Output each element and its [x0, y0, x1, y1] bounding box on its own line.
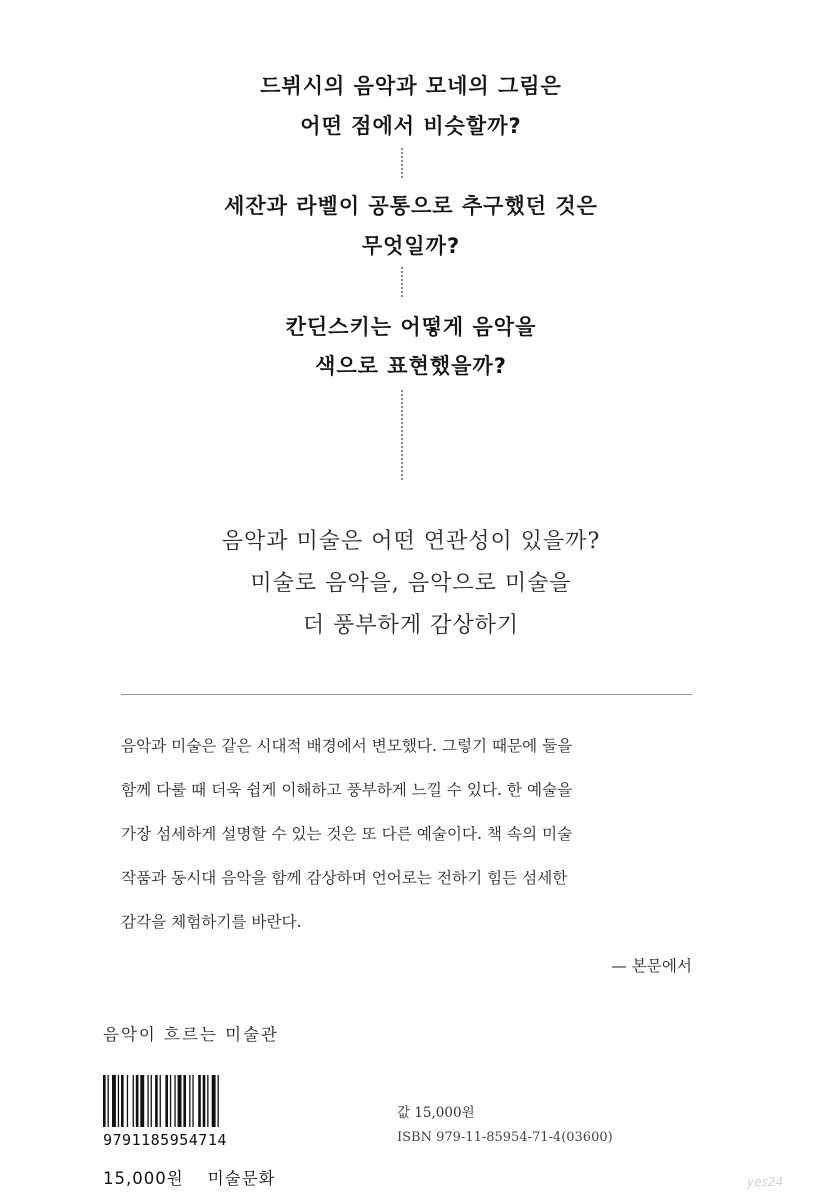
- question-3-line-1: 칸딘스키는 어떻게 음악을: [285, 315, 537, 339]
- subtitle-line-1: 음악과 미술은 어떤 연관성이 있을까?: [221, 529, 601, 554]
- excerpt-line-4: 작품과 동시대 음악을 함께 감상하며 언어로는 전하기 힘든 섬세한: [121, 869, 568, 887]
- dotted-divider-long: [401, 390, 403, 480]
- isbn-label: ISBN 979-11-85954-71-4(03600): [397, 1130, 613, 1145]
- excerpt-line-1: 음악과 미술은 같은 시대적 배경에서 변모했다. 그렇기 때문에 둘을: [121, 737, 573, 755]
- dotted-divider: [401, 267, 403, 297]
- publisher-name: 미술문화: [207, 1169, 276, 1188]
- question-3-line-2: 색으로 표현했을까?: [315, 354, 507, 378]
- question-2-line-2: 무엇일까?: [361, 234, 461, 258]
- subtitle-line-3: 더 풍부하게 감상하기: [302, 613, 520, 638]
- question-1-line-1: 드뷔시의 음악과 모네의 그림은: [260, 74, 562, 98]
- bottom-info: [103, 1165, 275, 1189]
- barcode-number: 9791185954714: [103, 1131, 227, 1149]
- watermark-text: yes24: [747, 1175, 784, 1189]
- price-label: 값 15,000원: [397, 1105, 475, 1121]
- horizontal-rule: [121, 694, 692, 695]
- excerpt-line-5: 감각을 체험하기를 바란다.: [121, 913, 302, 931]
- barcode-icon: [103, 1075, 271, 1127]
- question-2-line-1: 세잔과 라벨이 공통으로 추구했던 것은: [224, 194, 598, 218]
- dotted-divider: [401, 148, 403, 178]
- series-title: 음악이 흐르는 미술관: [103, 1025, 279, 1044]
- question-1-line-2: 어떤 점에서 비슷할까?: [300, 114, 522, 138]
- excerpt-line-3: 가장 섬세하게 설명할 수 있는 것은 또 다른 예술이다. 책 속의 미술: [121, 825, 573, 843]
- bottom-price: 15,000원: [103, 1169, 184, 1188]
- excerpt-line-2: 함께 다룰 때 더욱 쉽게 이해하고 풍부하게 느낄 수 있다. 한 예술을: [121, 781, 573, 799]
- excerpt-source: — 본문에서: [611, 957, 692, 975]
- subtitle-line-2: 미술로 음악을, 음악으로 미술을: [250, 571, 572, 596]
